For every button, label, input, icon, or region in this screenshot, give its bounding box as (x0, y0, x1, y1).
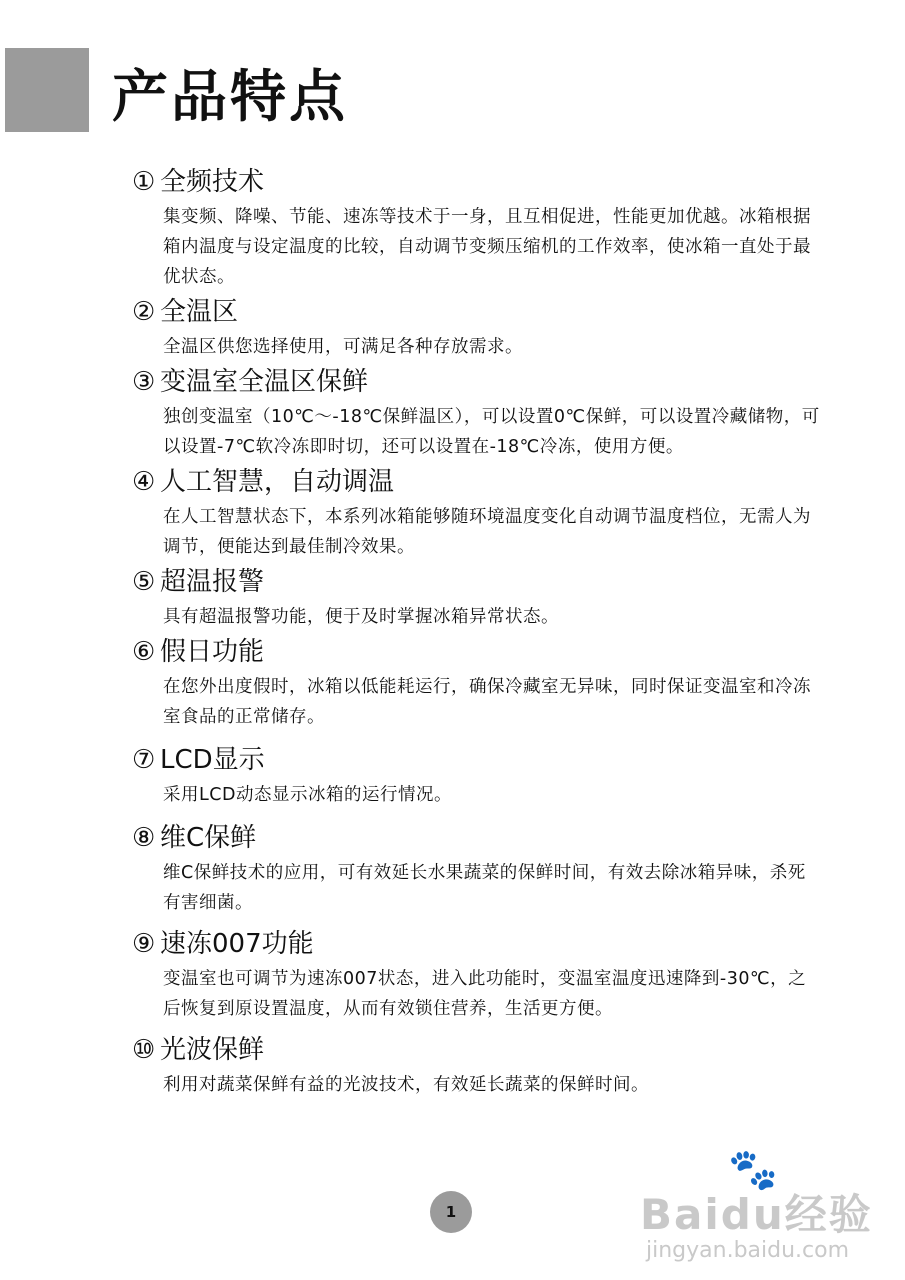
feature-heading (132, 632, 822, 672)
feature-number: ⑨ (132, 929, 156, 959)
feature-item (132, 924, 822, 1024)
feature-title: 人工智慧，自动调温 (160, 467, 395, 497)
feature-title: 速冻007功能 (160, 929, 314, 959)
feature-heading (132, 1030, 822, 1070)
feature-item (132, 362, 822, 462)
feature-description: 采用LCD动态显示冰箱的运行情况。 (163, 785, 452, 805)
feature-title: 光波保鲜 (160, 1035, 265, 1065)
page-title: 产品特点 (112, 65, 348, 130)
feature-description: 维C保鲜技术的应用，可有效延长水果蔬菜的保鲜时间，有效去除冰箱异味，杀死有害细菌。 (163, 863, 806, 913)
feature-description: 集变频、降噪、节能、速冻等技术于一身，且互相促进，性能更加优越。冰箱根据箱内温度与设定温度的比较，自动调节变频压缩机的工作效率，使冰箱一直处于最优状态。 (163, 207, 811, 287)
feature-description: 具有超温报警功能，便于及时掌握冰箱异常状态。 (163, 607, 559, 627)
feature-item (132, 462, 822, 562)
feature-heading (132, 162, 822, 202)
feature-heading (132, 292, 822, 332)
section-marker-block (5, 48, 89, 132)
feature-number: ⑩ (132, 1035, 156, 1065)
feature-description: 在您外出度假时，冰箱以低能耗运行，确保冷藏室无异味，同时保证变温室和冷冻室食品的正常储存。 (163, 677, 811, 727)
feature-item (132, 740, 822, 810)
feature-number: ③ (132, 367, 156, 397)
feature-heading (132, 562, 822, 602)
feature-number: ⑦ (132, 745, 156, 775)
feature-title: 超温报警 (160, 567, 265, 597)
feature-heading (132, 740, 822, 780)
feature-description: 变温室也可调节为速冻007状态，进入此功能时，变温室温度迅速降到-30℃，之后恢复到原设置温度，从而有效锁住营养，生活更方便。 (163, 969, 807, 1019)
feature-item (132, 632, 822, 732)
feature-heading (132, 462, 822, 502)
feature-list (132, 162, 822, 1100)
feature-title: 假日功能 (160, 637, 265, 667)
feature-item (132, 818, 822, 918)
feature-number: ① (132, 167, 156, 197)
feature-item (132, 1030, 822, 1100)
feature-number: ④ (132, 467, 156, 497)
feature-title: 全温区 (160, 297, 239, 327)
feature-title: LCD显示 (160, 745, 265, 775)
feature-number: ⑤ (132, 567, 156, 597)
watermark-logo: Baidu经验 (640, 1190, 873, 1239)
feature-heading (132, 818, 822, 858)
feature-title: 变温室全温区保鲜 (160, 367, 369, 397)
feature-description: 利用对蔬菜保鲜有益的光波技术，有效延长蔬菜的保鲜时间。 (163, 1075, 649, 1095)
feature-number: ⑥ (132, 637, 156, 667)
watermark-url: jingyan.baidu.com (646, 1238, 850, 1263)
feature-description: 独创变温室（10℃～-18℃保鲜温区），可以设置0℃保鲜，可以设置冷藏储物，可以设置-7℃软冷冻即时切，还可以设置在-18℃冷冻，使用方便。 (163, 407, 820, 457)
watermark (640, 1147, 873, 1270)
feature-title: 全频技术 (160, 167, 265, 197)
feature-heading (132, 362, 822, 402)
page-number: 1 (430, 1191, 472, 1233)
feature-number: ⑧ (132, 823, 156, 853)
feature-description: 在人工智慧状态下，本系列冰箱能够随环境温度变化自动调节温度档位，无需人为调节，便能达到最佳制冷效果。 (163, 507, 811, 557)
feature-heading (132, 924, 822, 964)
feature-number: ② (132, 297, 156, 327)
feature-item (132, 562, 822, 632)
feature-title: 维C保鲜 (160, 823, 257, 853)
feature-description: 全温区供您选择使用，可满足各种存放需求。 (163, 337, 523, 357)
feature-item (132, 292, 822, 362)
feature-item (132, 162, 822, 292)
paw-icon: 🐾 (728, 1147, 778, 1193)
